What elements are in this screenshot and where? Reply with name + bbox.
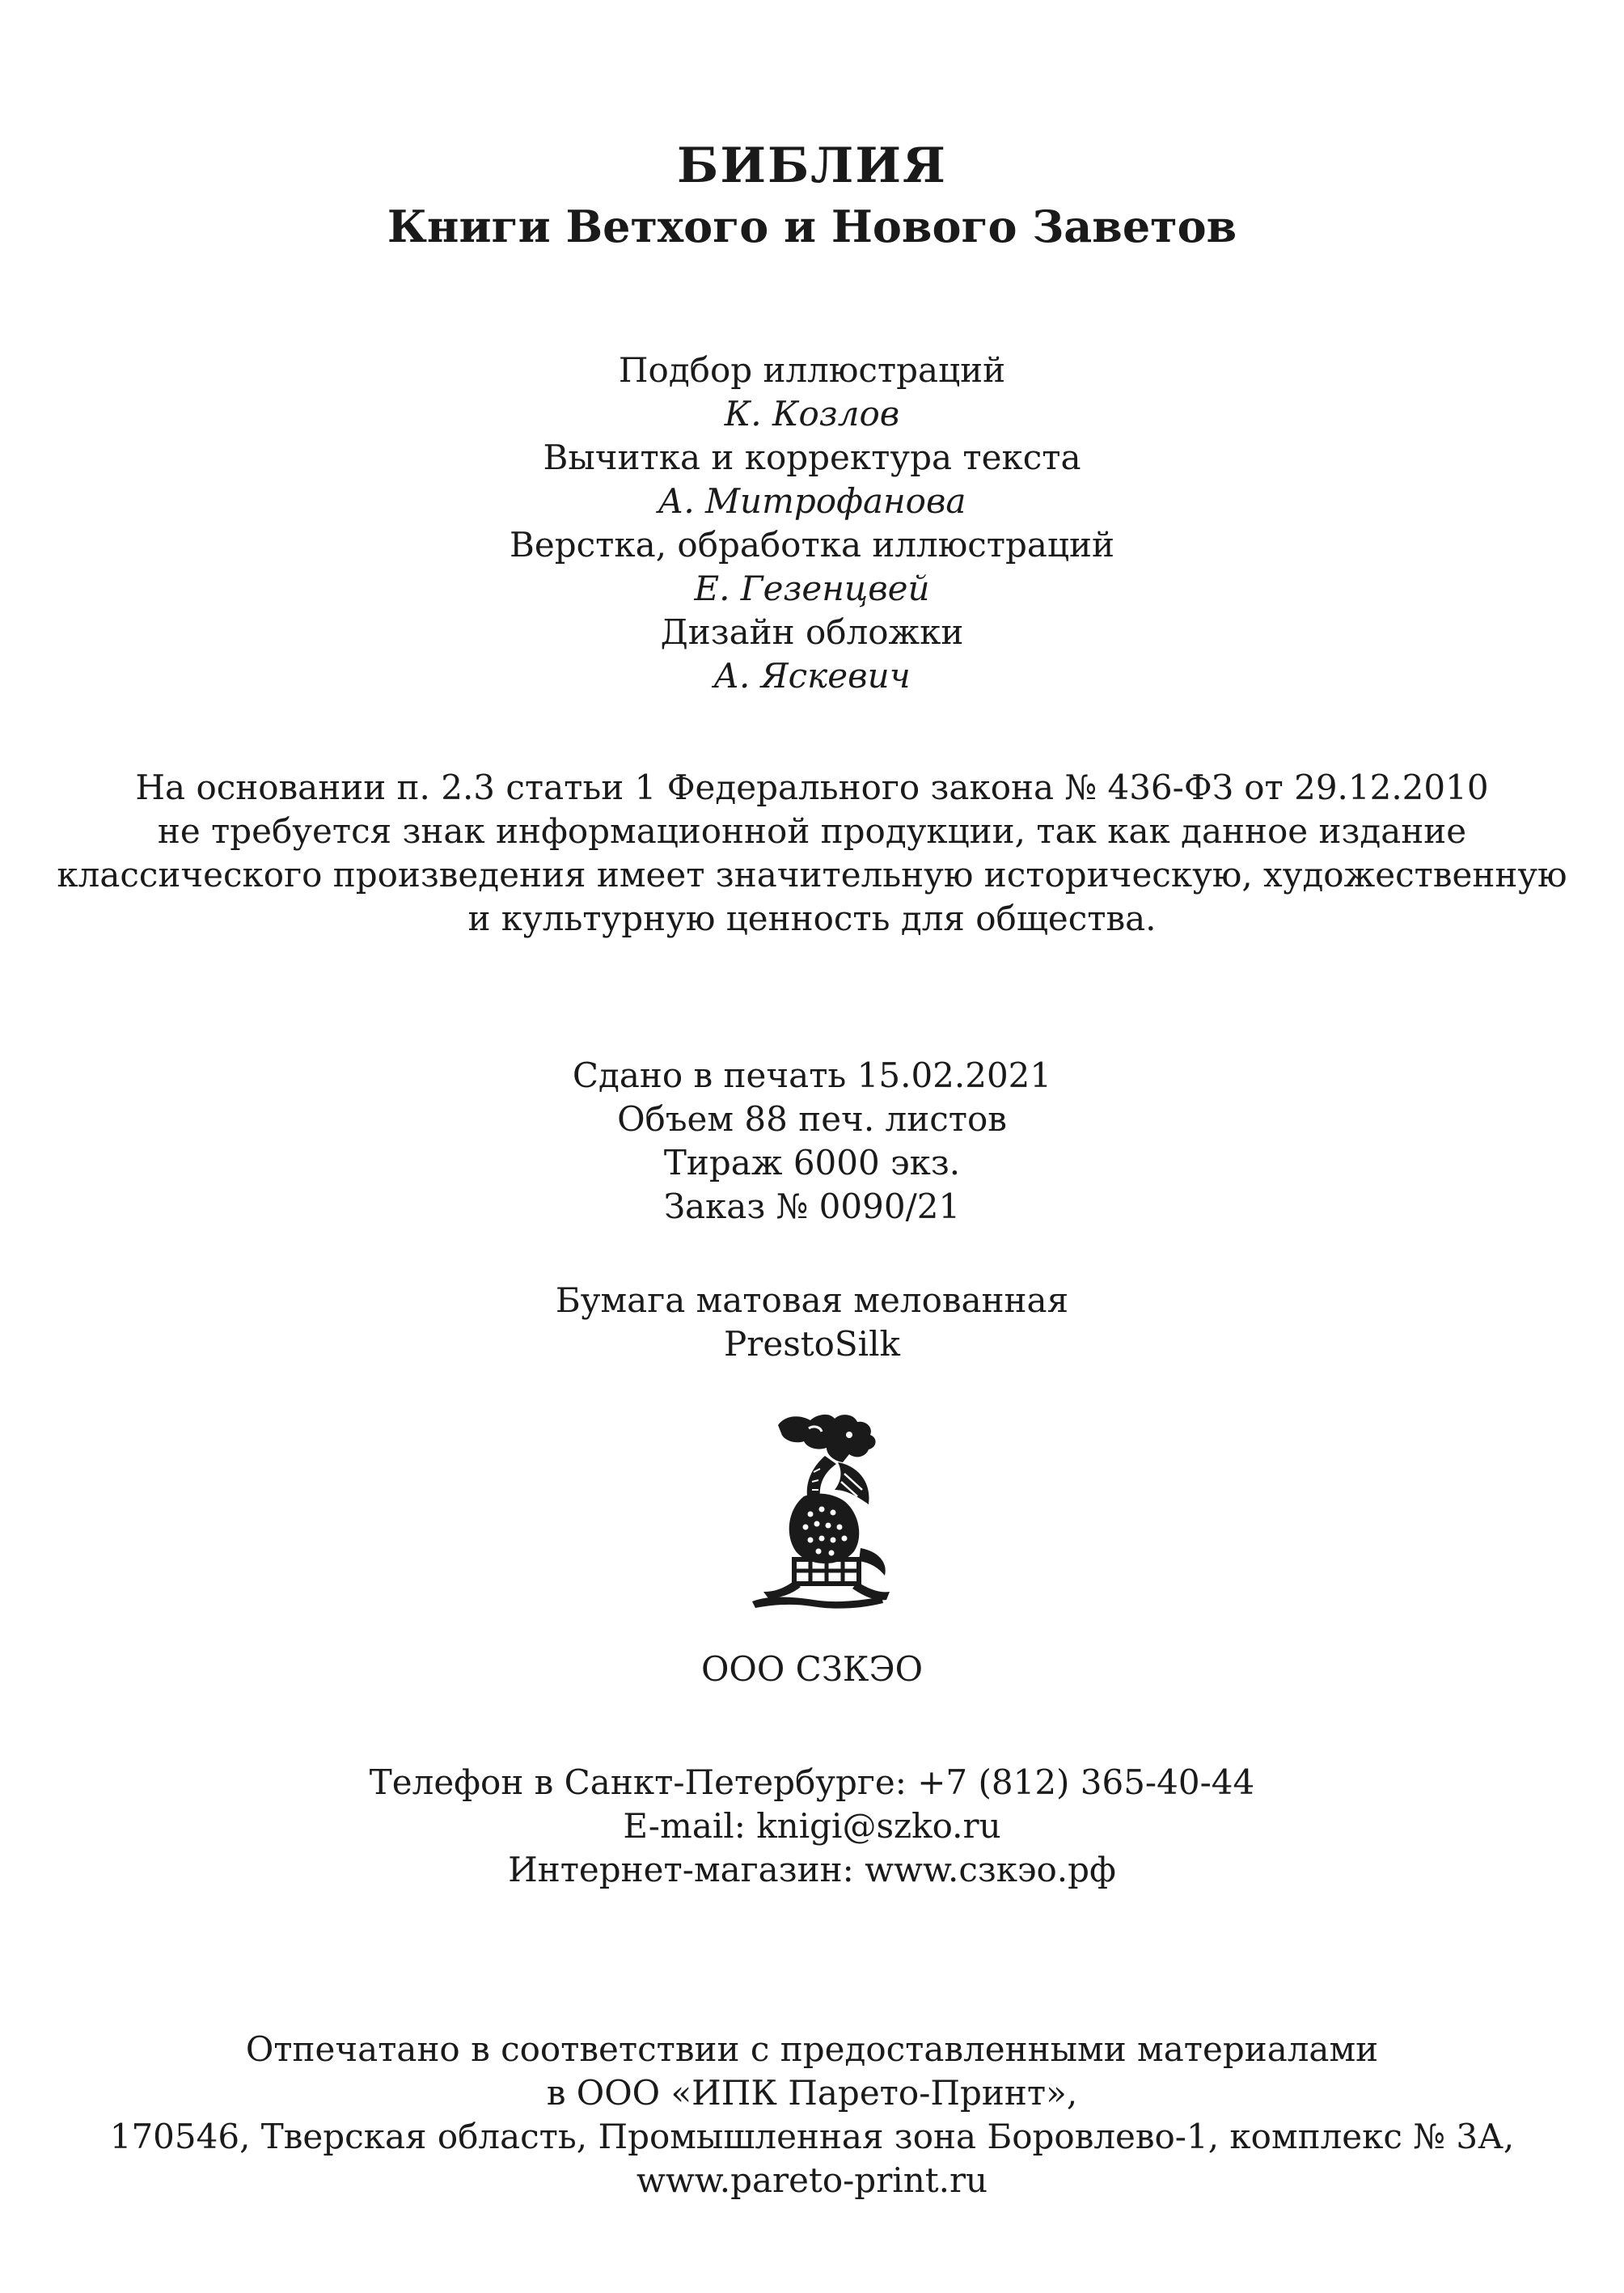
print-info-line: Объем 88 печ. листов bbox=[617, 1099, 1007, 1139]
credit-role: Дизайн обложки bbox=[660, 612, 964, 652]
print-info-line: Тираж 6000 экз. bbox=[663, 1143, 961, 1182]
legal-notice-line: классического произведения имеет значительную историческую, художественную bbox=[57, 855, 1567, 895]
credit-person: К. Козлов bbox=[724, 394, 900, 434]
paper-line: PrestoSilk bbox=[724, 1324, 900, 1364]
credit-person: А. Яскевич bbox=[713, 656, 911, 696]
credit-role: Вычитка и корректура текста bbox=[543, 438, 1081, 477]
book-subtitle: Книги Ветхого и Нового Заветов bbox=[387, 201, 1237, 252]
credit-role: Верстка, обработка иллюстраций bbox=[510, 525, 1114, 565]
legal-notice-line: не требуется знак информационной продукции, так как данное издание bbox=[157, 811, 1467, 851]
credit-person: А. Митрофанова bbox=[658, 481, 966, 521]
paper-line: Бумага матовая мелованная bbox=[555, 1280, 1069, 1320]
publisher-name: ООО СЗКЭО bbox=[700, 1649, 924, 1689]
credit-person: Е. Гезенцвей bbox=[694, 569, 930, 608]
print-info-line: Заказ № 0090/21 bbox=[663, 1187, 961, 1226]
credit-role: Подбор иллюстраций bbox=[618, 350, 1006, 390]
email-line: E-mail: knigi@szko.ru bbox=[623, 1806, 1001, 1846]
printer-address-line: 170546, Тверская область, Промышленная зона Боровлево-1, комплекс № 3А, bbox=[109, 2117, 1515, 2156]
legal-notice-line: и культурную ценность для общества. bbox=[467, 899, 1157, 938]
print-info-line: Сдано в печать 15.02.2021 bbox=[572, 1056, 1052, 1095]
printer-line: Отпечатано в соответствии с предоставленными материалами bbox=[245, 2029, 1379, 2069]
phone-line: Телефон в Санкт-Петербурге: +7 (812) 365-40-44 bbox=[369, 1762, 1255, 1802]
book-title: БИБЛИЯ bbox=[677, 137, 947, 194]
printer-website-line: www.pareto-print.ru bbox=[636, 2160, 988, 2200]
printer-line: в ООО «ИПК Парето-Принт», bbox=[546, 2073, 1078, 2113]
web-store-line: Интернет-магазин: www.сзкэо.рф bbox=[508, 1850, 1116, 1889]
dragon-emblem-icon bbox=[736, 1409, 906, 1611]
legal-notice-line: На основании п. 2.3 статьи 1 Федерального закона № 436-ФЗ от 29.12.2010 bbox=[135, 768, 1489, 807]
